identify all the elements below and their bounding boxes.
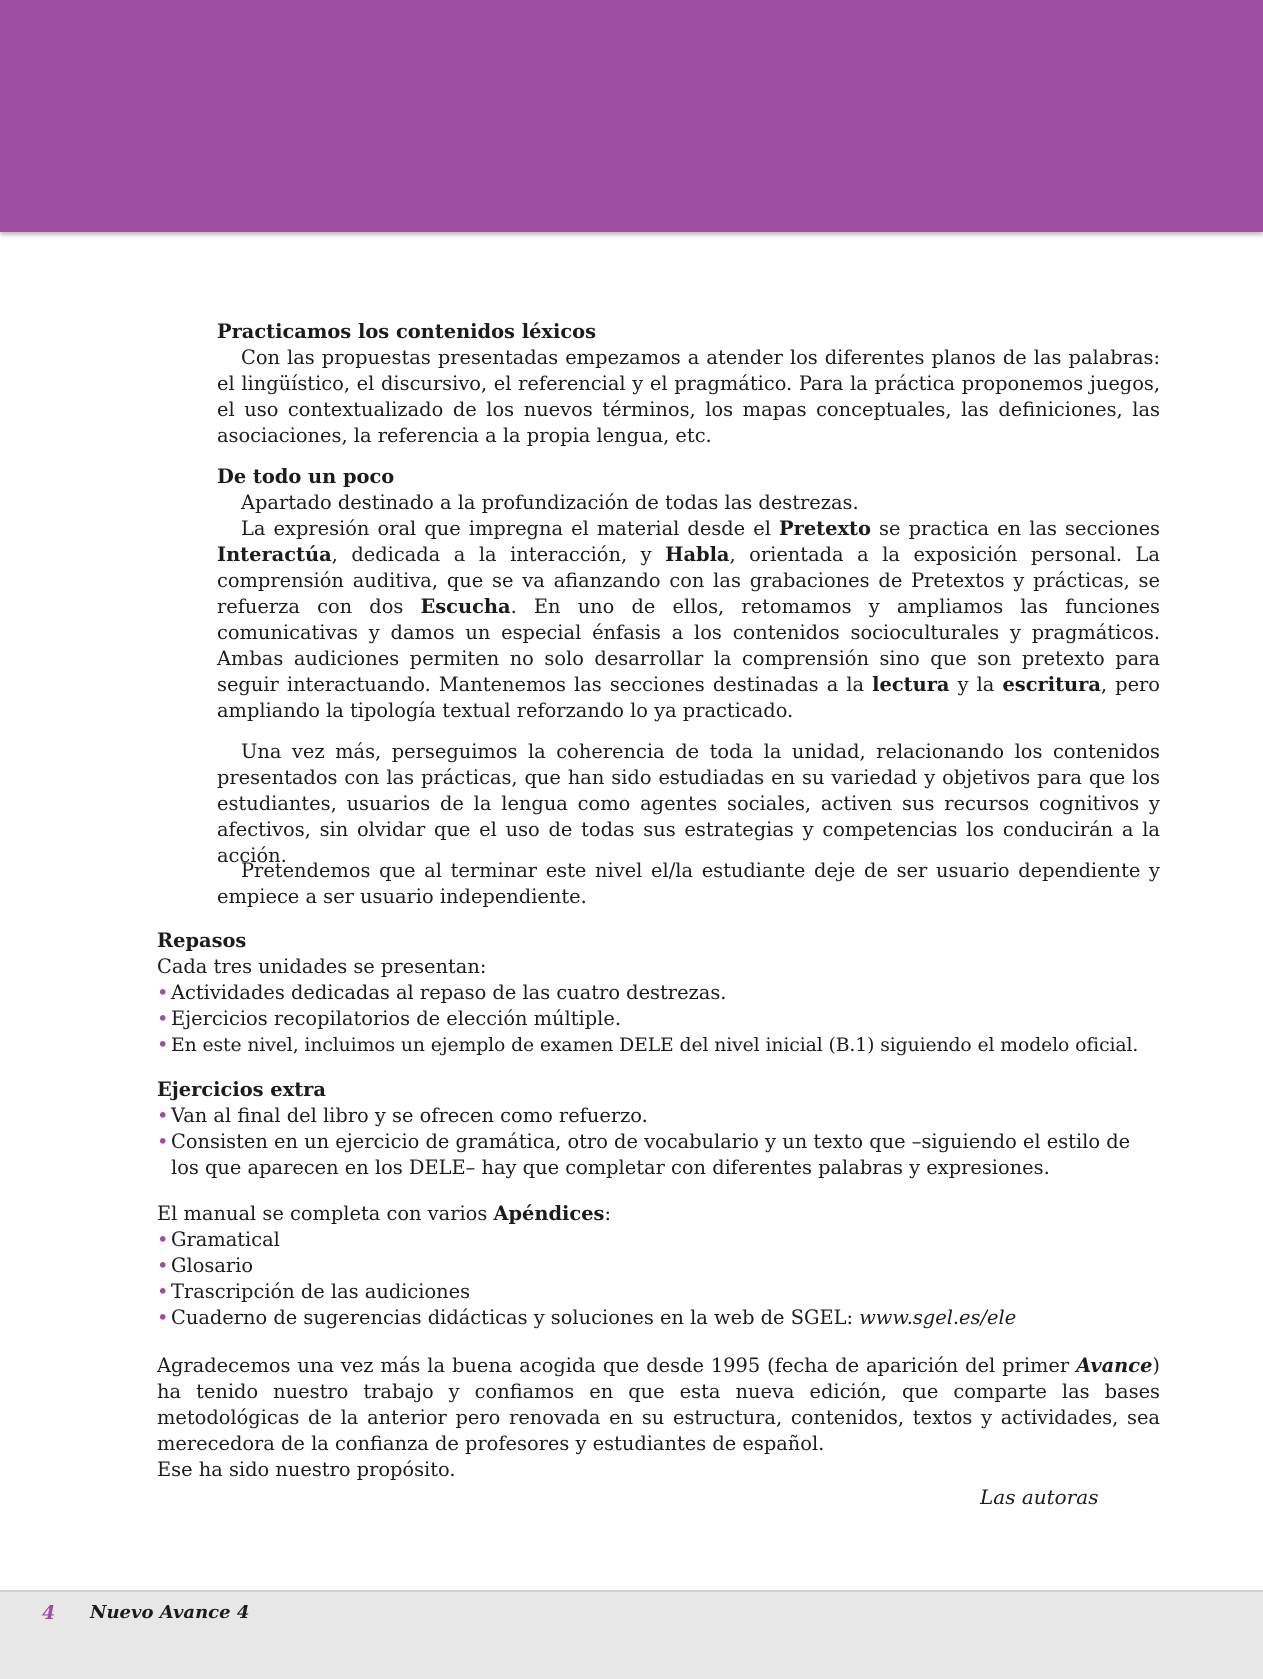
bullet-list — [157, 1103, 1160, 1181]
book-title: Nuevo Avance 4 — [90, 1602, 250, 1623]
bullet-icon: • — [157, 1280, 169, 1303]
web-link[interactable]: www.sgel.es/ele — [859, 1306, 1017, 1329]
section-lexico — [217, 319, 1160, 449]
bullet-list — [157, 980, 1160, 1059]
list-item: • Trascripción de las audiciones — [157, 1280, 471, 1303]
bullet-icon: • — [157, 1228, 169, 1251]
section-ejercicios-extra — [157, 1077, 1160, 1181]
list-item: • Gramatical — [157, 1228, 280, 1251]
paragraph-coherencia: Una vez más, perseguimos la coherencia de toda la unidad, relacionando los contenidos presentados con las prácticas, que han sido estudiadas en su variedad y objetivos para que los estudiantes, usuarios de la lengua como agentes sociales, activen sus recursos cognitivos y afectivos, sin olvidar que el uso de todas sus estrategias y competencias los conducirán a la acción. — [217, 740, 1160, 867]
page-number: 4 — [42, 1602, 56, 1624]
paragraph: La expresión oral que impregna el material desde el Pretexto se practica en las secciones Interactúa, dedicada a la interacción, y Habla, orientada a la exposición personal. La comprensión auditiva, que se va afianzando con las grabaciones de Pretextos y prácticas, se refuerza con dos Escucha. En uno de ellos, retomamos y ampliamos las funciones comunicativas y damos un especial énfasis a los contenidos socioculturales y pragmáticos. Ambas audiciones permiten no solo desarrollar la comprensión sino que son pretexto para seguir interactuando. Mantenemos las secciones destinadas a la lectura y la escritura, pero ampliando la tipología textual reforzando lo ya practicado. — [217, 517, 1161, 722]
bullet-icon: • — [157, 1306, 169, 1329]
paragraph: Apartado destinado a la profundización de todas las destrezas. — [241, 491, 859, 514]
list-item: • En este nivel, incluimos un ejemplo de examen DELE del nivel inicial (B.1) siguiendo el modelo oficial. — [157, 1033, 1139, 1056]
section-heading: De todo un poco — [217, 465, 395, 488]
section-de-todo-un-poco — [217, 464, 1160, 724]
list-item: • Ejercicios recopilatorios de elección múltiple. — [157, 1007, 621, 1030]
section-intro: Cada tres unidades se presentan: — [157, 955, 487, 978]
bullet-list — [157, 1227, 1160, 1331]
bullet-icon: • — [157, 1254, 169, 1277]
list-item: • Consisten en un ejercicio de gramática, otro de vocabulario y un texto que –siguiendo el estilo de los que aparecen en los DELE– hay que completar con diferentes palabras y expresiones. — [157, 1130, 1131, 1179]
list-item: • Van al final del libro y se ofrecen como refuerzo. — [157, 1104, 648, 1127]
list-item: • Actividades dedicadas al repaso de las cuatro destrezas. — [157, 981, 727, 1004]
section-intro: El manual se completa con varios Apéndices: — [157, 1202, 612, 1225]
signature: Las autoras — [980, 1485, 1099, 1509]
closing-paragraph: Agradecemos una vez más la buena acogida que desde 1995 (fecha de aparición del primer Avance) ha tenido nuestro trabajo y confiamos en que esta nueva edición, que comparte las bases metodológicas de la anterior pero renovada en su estructura, contenidos, textos y actividades, sea merecedora de la confianza de profesores y estudiantes de español. Ese ha sido nuestro propósito. — [157, 1354, 1160, 1481]
section-heading: Repasos — [157, 929, 247, 952]
bullet-icon: • — [157, 1130, 169, 1153]
section-repasos — [157, 928, 1160, 1059]
bullet-icon: • — [157, 1007, 169, 1030]
section-heading: Practicamos los contenidos léxicos — [217, 320, 596, 343]
bullet-icon: • — [157, 1104, 169, 1127]
section-apendices — [157, 1201, 1160, 1331]
list-item: • Cuaderno de sugerencias didácticas y soluciones en la web de SGEL: www.sgel.es/ele — [157, 1306, 1017, 1329]
section-heading: Ejercicios extra — [157, 1078, 326, 1101]
paragraph: Con las propuestas presentadas empezamos a atender los diferentes planos de las palabras: el lingüístico, el discursivo, el referencial y el pragmático. Para la práctica proponemos juegos, el uso contextualizado de los nuevos términos, los mapas conceptuales, las definiciones, las asociaciones, la referencia a la propia lengua, etc. — [217, 346, 1160, 447]
list-item: • Glosario — [157, 1254, 254, 1277]
bullet-icon: • — [157, 1033, 169, 1056]
paragraph-pretendemos: Pretendemos que al terminar este nivel el/la estudiante deje de ser usuario dependiente y empiece a ser usuario independiente. — [217, 859, 1160, 908]
bullet-icon: • — [157, 981, 169, 1004]
closing-line: Ese ha sido nuestro propósito. — [157, 1458, 456, 1481]
header-color-band — [0, 0, 1263, 232]
